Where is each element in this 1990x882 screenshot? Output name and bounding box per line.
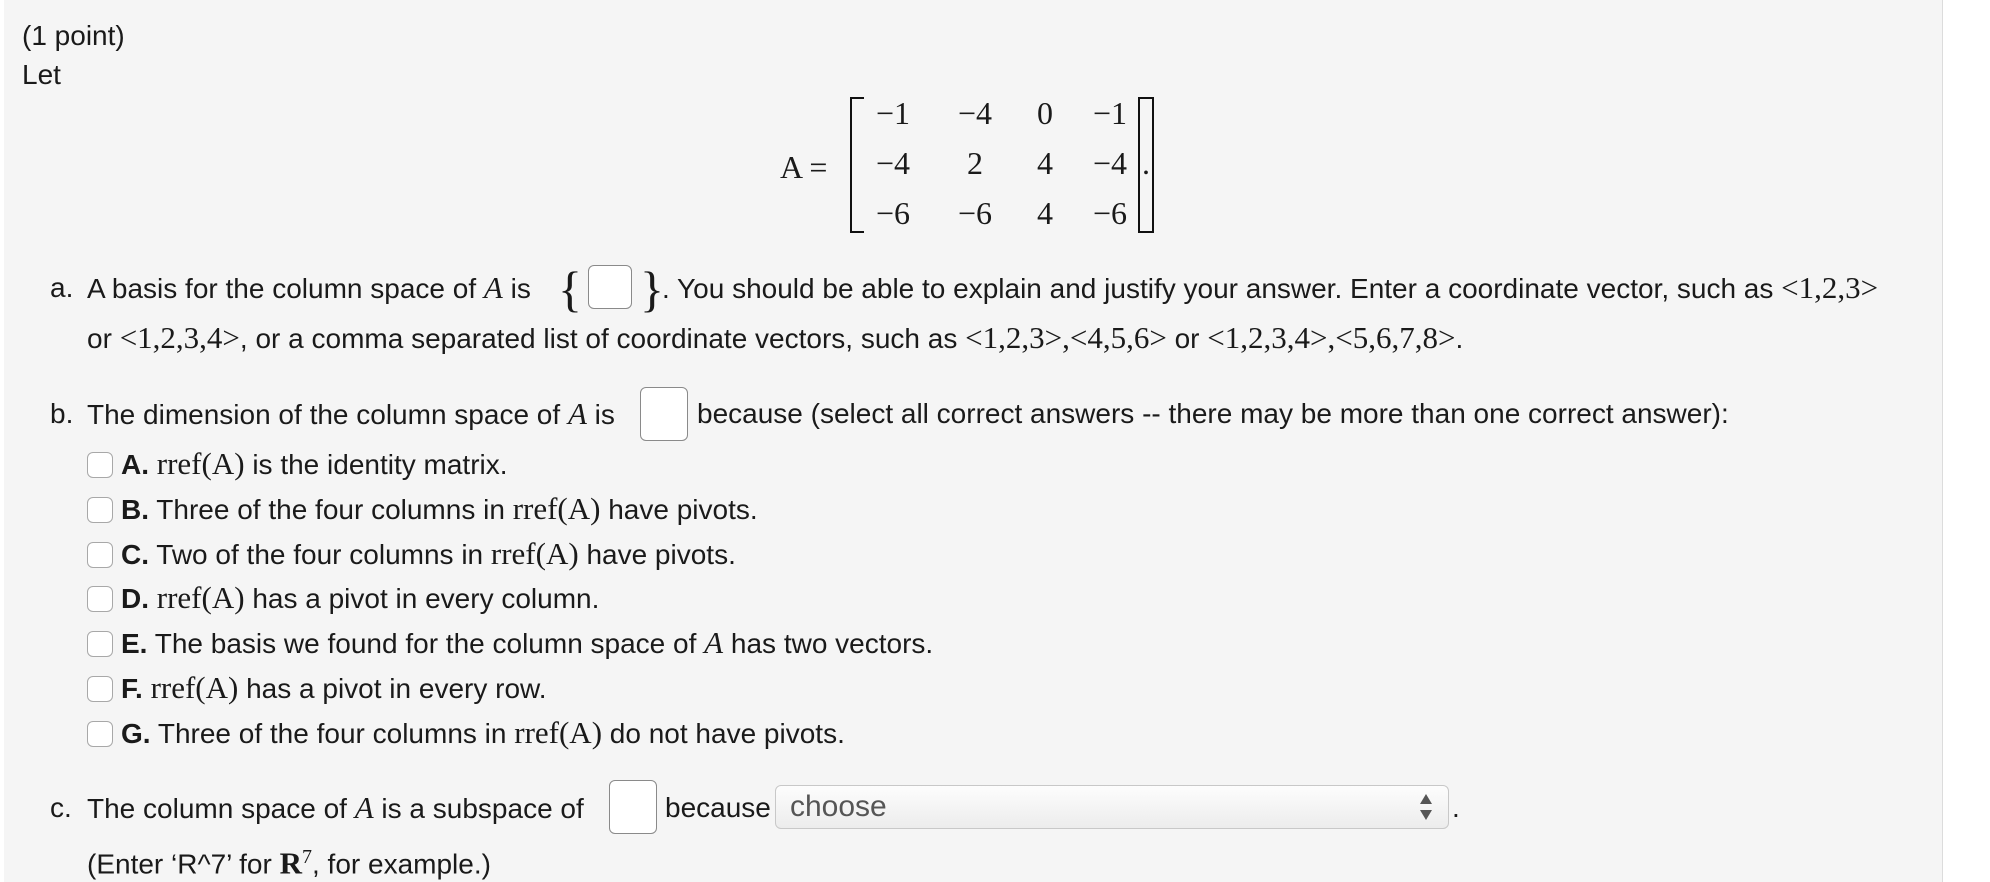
option-b-checkbox[interactable] — [87, 497, 113, 523]
part-c-because: because — [665, 792, 771, 823]
matrix-cell: 4 — [1037, 195, 1053, 231]
part-c-period: . — [1452, 792, 1460, 823]
select-arrows-icon — [1418, 790, 1434, 824]
option-e-label: E. The basis we found for the column space of A has two vectors. — [121, 625, 934, 660]
reason-select-value: choose — [790, 790, 887, 823]
part-b-marker: b. — [50, 398, 74, 429]
option-d-label: D. rref(A) has a pivot in every column. — [121, 580, 600, 615]
option-c-label: C. Two of the four columns in rref(A) have pivots. — [121, 536, 736, 571]
option-f-checkbox[interactable] — [87, 676, 113, 702]
matrix-cell: −4 — [875, 145, 911, 181]
option-a-label: A. rref(A) is the identity matrix. — [121, 446, 508, 481]
matrix-cell: −6 — [1092, 195, 1128, 231]
matrix-cell: −4 — [957, 95, 993, 131]
part-a-marker: a. — [50, 272, 74, 303]
dimension-answer-input[interactable] — [640, 387, 688, 441]
matrix-cell: −6 — [875, 195, 911, 231]
basis-answer-input[interactable] — [588, 265, 632, 309]
points-label: (1 point) — [22, 20, 125, 51]
part-b-text: The dimension of the column space of A is — [87, 396, 615, 431]
matrix-left-bracket — [850, 97, 864, 233]
option-a-checkbox[interactable] — [87, 452, 113, 478]
matrix-cell: −1 — [1092, 95, 1128, 131]
part-a-instructions-line2: or <1,2,3,4>, or a comma separated list of coordinate vectors, such as <1,2,3>,<4,5,6> or <1,2,3,4>,<5,6,7,8>. — [87, 320, 1464, 355]
matrix-cell: 2 — [967, 145, 983, 181]
reason-select[interactable] — [775, 785, 1449, 829]
part-c-text: The column space of A is a subspace of — [87, 790, 584, 825]
matrix-cell: 0 — [1037, 95, 1053, 131]
option-f-label: F. rref(A) has a pivot in every row. — [121, 670, 547, 705]
part-a-instructions: . You should be able to explain and justify your answer. Enter a coordinate vector, such as <1,2,3> — [662, 270, 1879, 305]
matrix-cell: −4 — [1092, 145, 1128, 181]
part-c-marker: c. — [50, 792, 72, 823]
matrix-cell: −6 — [957, 195, 993, 231]
matrix-a — [780, 95, 1160, 235]
matrix-cell: 4 — [1037, 145, 1053, 181]
option-g-label: G. Three of the four columns in rref(A) do not have pivots. — [121, 715, 845, 750]
part-a-text: A basis for the column space of A is — [87, 270, 531, 305]
matrix-cell: −1 — [875, 95, 911, 131]
option-b-label: B. Three of the four columns in rref(A) have pivots. — [121, 491, 758, 526]
part-c-hint: (Enter ‘R^7’ for $R^7$, for example.) — [87, 845, 491, 881]
brace-close: } — [640, 261, 664, 317]
option-e-checkbox[interactable] — [87, 631, 113, 657]
brace-open: { — [558, 261, 582, 317]
option-d-checkbox[interactable] — [87, 586, 113, 612]
part-b-instructions: because (select all correct answers -- there may be more than one correct answer): — [697, 398, 1729, 429]
subspace-answer-input[interactable] — [609, 780, 657, 834]
option-g-checkbox[interactable] — [87, 721, 113, 747]
matrix-label: A = — [780, 149, 828, 185]
matrix-period: . — [1142, 145, 1150, 181]
let-label: Let — [22, 59, 61, 90]
option-c-checkbox[interactable] — [87, 542, 113, 568]
